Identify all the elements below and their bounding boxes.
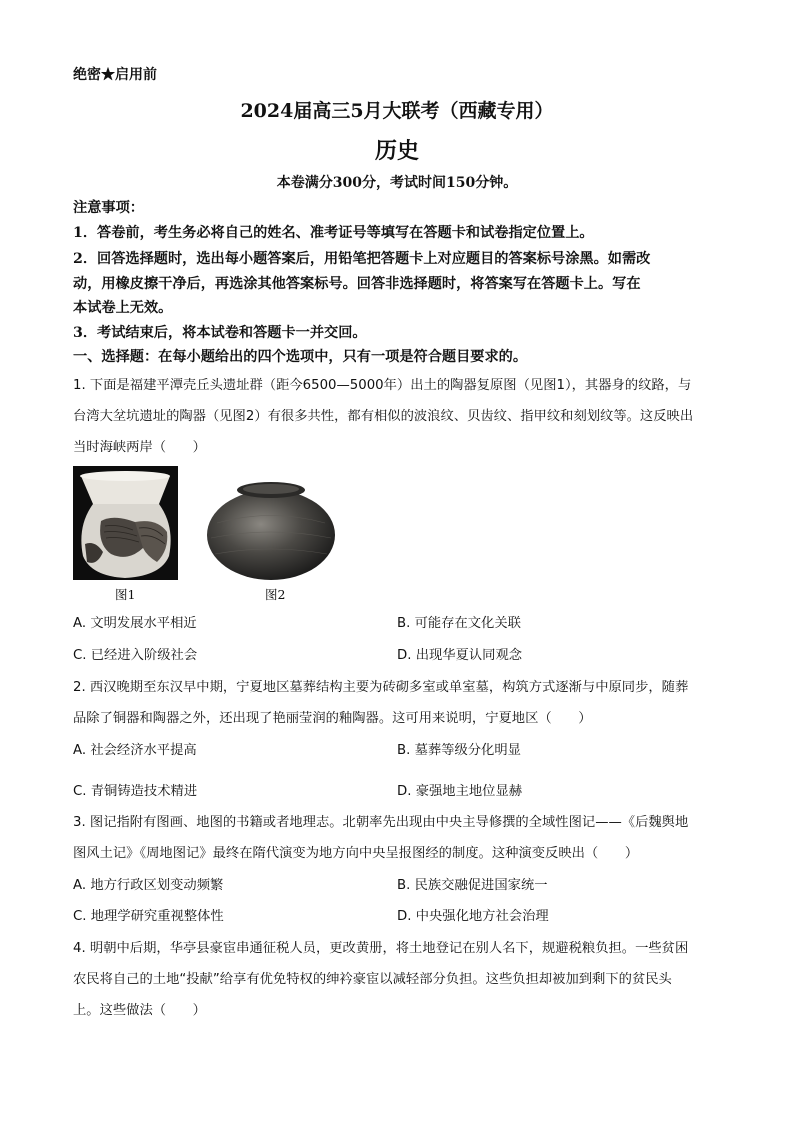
figure-1-pottery-image: [73, 466, 178, 580]
question-2-option-d: D. 豪强地主地位显赫: [397, 784, 523, 799]
question-1-option-c: C. 已经进入阶级社会: [73, 648, 198, 663]
figure-2-pottery-image: [203, 478, 339, 582]
notice-line: 动，用橡皮擦干净后，再选涂其他答案标号。回答非选择题时，将答案写在答题卡上。写在: [73, 276, 641, 292]
notice-line: 3．考试结束后，将本试卷和答题卡一并交回。: [73, 325, 367, 341]
notice-heading: 注意事项：: [73, 200, 144, 216]
question-1-option-b: B. 可能存在文化关联: [397, 616, 521, 631]
question-2-text: 2. 西汉晚期至东汉早中期，宁夏地区墓葬结构主要为砖砌多室或单室墓，构筑方式逐渐与中原同步，随葬: [73, 680, 689, 695]
question-1-text: 台湾大坌坑遗址的陶器（见图2）有很多共性，都有相似的波浪纹、贝齿纹、指甲纹和刻划纹等。这反映出: [73, 409, 694, 424]
question-1-text: 1. 下面是福建平潭壳丘头遗址群（距今6500—5000年）出土的陶器复原图（见图1），其器身的纹路，与: [73, 378, 692, 393]
question-3-option-c: C. 地理学研究重视整体性: [73, 909, 224, 924]
confidential-mark: 绝密★启用前: [73, 67, 157, 83]
figure-2-caption: 图2: [265, 587, 286, 602]
question-3-option-a: A. 地方行政区划变动频繁: [73, 878, 224, 893]
question-1-text: 当时海峡两岸（ ）: [73, 440, 206, 455]
question-4-text: 农民将自己的土地“投献”给享有优免特权的绅衿豪宦以减轻部分负担。这些负担却被加到剩下的贫民头: [73, 972, 672, 987]
question-3-text: 图风土记》《周地图记》最终在隋代演变为地方向中央呈报图经的制度。这种演变反映出（ ）: [73, 846, 639, 861]
figure-1-caption: 图1: [115, 587, 136, 602]
question-2-option-b: B. 墓葬等级分化明显: [397, 743, 521, 758]
subject-title: 历史: [374, 138, 419, 164]
question-4-text: 4. 明朝中后期，华亭县豪宦串通征税人员，更改黄册，将土地登记在别人名下，规避税粮负担。一些贫困: [73, 941, 689, 956]
question-3-option-b: B. 民族交融促进国家统一: [397, 878, 548, 893]
question-4-text: 上。这些做法（ ）: [73, 1003, 206, 1018]
question-1-option-d: D. 出现华夏认同观念: [397, 648, 523, 663]
exam-title: 2024届高三5月大联考（西藏专用）: [240, 100, 554, 122]
question-2-option-a: A. 社会经济水平提高: [73, 743, 197, 758]
notice-line: 本试卷上无效。: [73, 300, 173, 316]
score-note: 本卷满分300分，考试时间150分钟。: [276, 175, 518, 191]
question-2-option-c: C. 青铜铸造技术精进: [73, 784, 198, 799]
question-2-text: 品除了铜器和陶器之外，还出现了艳丽莹润的釉陶器。这可用来说明，宁夏地区（ ）: [73, 711, 592, 726]
question-1-option-a: A. 文明发展水平相近: [73, 616, 197, 631]
notice-line: 2．回答选择题时，选出每小题答案后，用铅笔把答题卡上对应题目的答案标号涂黑。如需改: [73, 251, 651, 267]
section-heading: 一、选择题：在每小题给出的四个选项中，只有一项是符合题目要求的。: [73, 349, 528, 365]
question-3-option-d: D. 中央强化地方社会治理: [397, 909, 549, 924]
notice-line: 1．答卷前，考生务必将自己的姓名、准考证号等填写在答题卡和试卷指定位置上。: [73, 225, 594, 241]
question-3-text: 3. 图记指附有图画、地图的书籍或者地理志。北朝率先出现由中央主导修撰的全域性图记——《后魏舆地: [73, 815, 689, 830]
